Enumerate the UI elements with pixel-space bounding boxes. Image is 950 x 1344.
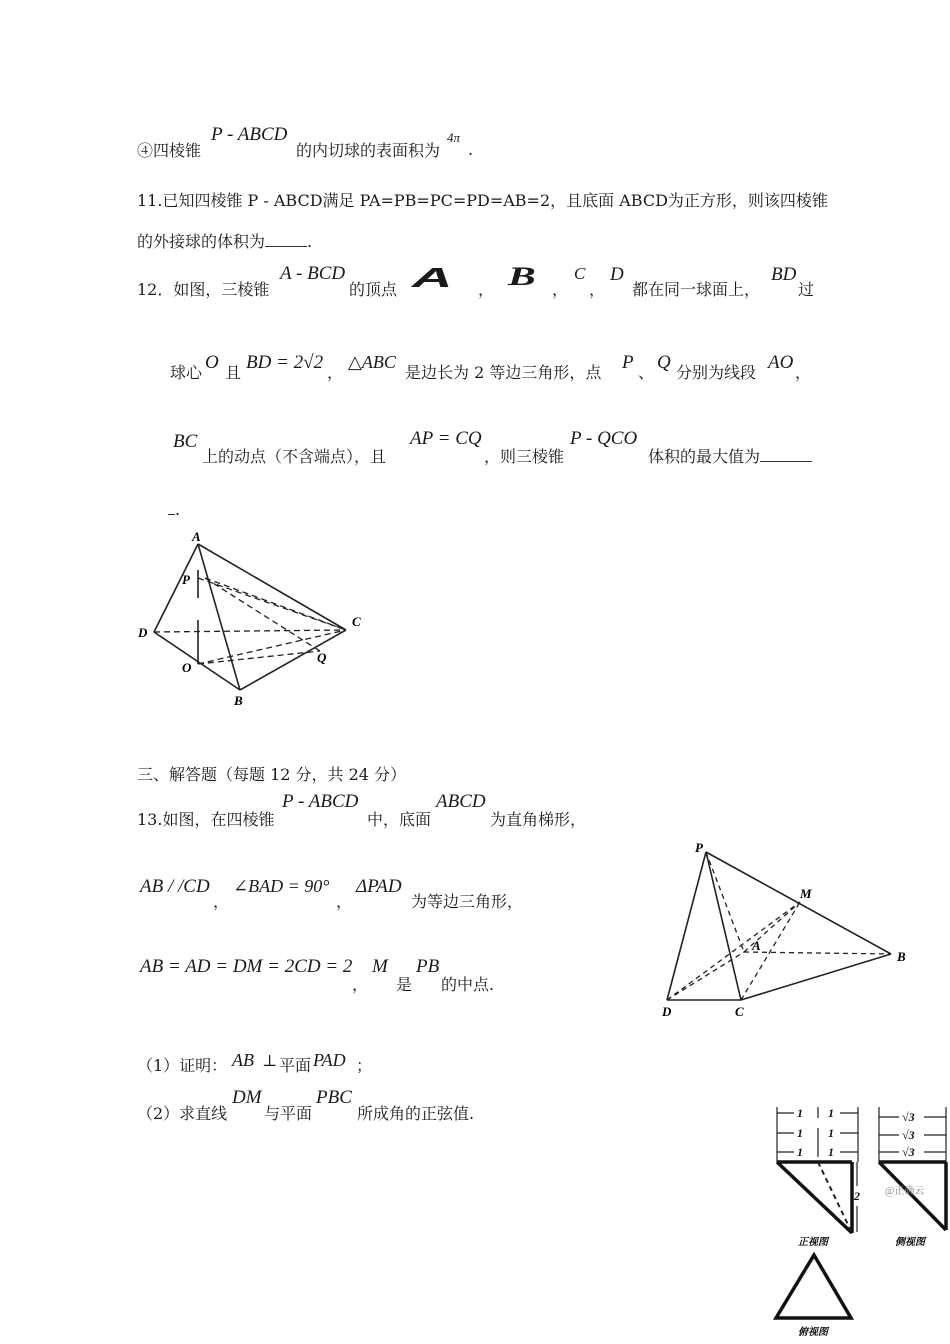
fig2-label-C: C: [735, 1004, 744, 1019]
q13-part1-end: ；: [356, 1056, 373, 1075]
q13-l2-m3: ΔPAD: [356, 876, 402, 897]
q12-l2-t1: 球心: [170, 363, 203, 382]
q12-l4-end: .: [175, 500, 181, 519]
fig2-label-P: P: [695, 840, 703, 855]
fig1-label-A: A: [192, 529, 201, 544]
q13-l3-is: 是: [396, 975, 413, 994]
q12-l3-BC: BC: [173, 431, 198, 452]
q12-vertex-A: A: [412, 262, 453, 293]
q13-part1-perp: ⊥: [262, 1051, 278, 1070]
q12-comma3: ，: [589, 280, 606, 299]
q13-num: 13.如图，在四棱锥: [137, 810, 275, 829]
watermark-text: @正确云: [885, 1186, 925, 1197]
fig3-front-caption: 正视图: [798, 1237, 828, 1248]
q13-l3-t: 的中点.: [441, 975, 495, 994]
fig2-label-A: A: [752, 938, 761, 953]
q12-l3-t2: ，则三棱锥: [484, 447, 565, 466]
q11-line2-text: 的外接球的体积为: [137, 232, 266, 251]
fig3-top-caption: 俯视图: [798, 1327, 828, 1338]
q13-l3-PB: PB: [416, 956, 440, 977]
q13-t2: 为直角梯形，: [490, 810, 587, 829]
q12-l2-t2: 且: [225, 363, 242, 382]
q12-l2-eq: BD = 2√2: [246, 352, 324, 373]
item4-math2: 4π: [447, 130, 461, 145]
q13-l3-c: ，: [352, 975, 369, 994]
fig3-dim-1b: 1: [828, 1106, 834, 1120]
q13-part1-PAD: PAD: [313, 1050, 346, 1070]
q12-tri-name: A - BCD: [280, 263, 346, 284]
q13-m2: ABCD: [436, 791, 486, 812]
q12-l2-t3: 是边长为 2 等边三角形，点: [405, 363, 602, 382]
fig3-dim-1f: 1: [828, 1145, 834, 1159]
q11-line2-end: .: [307, 232, 313, 251]
q12-l2-AO: AO: [768, 352, 794, 373]
q13-part1-t: 平面: [279, 1056, 312, 1075]
q12-l2-end: ，: [795, 363, 812, 382]
q12-vertex-B: B: [508, 262, 536, 291]
q12-vertex-D: D: [610, 264, 624, 285]
q13-part2-a: （2）求直线: [137, 1104, 228, 1123]
fig3-side-caption: 侧视图: [895, 1237, 925, 1248]
item4-text1: 四棱锥: [153, 141, 202, 160]
q13-l3-m1: AB = AD = DM = 2CD = 2: [140, 956, 353, 977]
fig1-label-P: P: [182, 572, 190, 587]
q13-l2-m1: AB / /CD: [140, 876, 210, 897]
q13-l2-m2: ∠BAD = 90°: [233, 876, 330, 896]
q12-l4: [168, 500, 180, 519]
q11-answer-blank: [265, 232, 307, 247]
q12-comma2: ，: [552, 280, 569, 299]
fig2-label-B: B: [897, 949, 906, 964]
q12-l2-t4: 分别为线段: [676, 363, 757, 382]
q12-l3-t3-text: 体积的最大值为: [648, 447, 761, 466]
q11-line1: 11.已知四棱锥 P - ABCD满足 PA=PB=PC=PD=AB=2，且底面 ABCD为正方形，则该四棱锥: [137, 191, 828, 210]
q12-BD: BD: [771, 264, 797, 285]
fig2-label-D: D: [662, 1004, 672, 1019]
fig3-dim-s3a: √3: [902, 1110, 915, 1124]
q12-l2-dun: 、: [638, 363, 655, 382]
q13-l2-c1: ，: [213, 892, 230, 911]
item4-math1: P - ABCD: [211, 124, 288, 145]
q12-l3-eq: AP = CQ: [410, 428, 482, 449]
q13-part2-t2: 所成角的正弦值.: [357, 1104, 475, 1123]
fig3-dim-2: 2: [854, 1189, 860, 1203]
q12-same-sphere: 都在同一球面上，: [632, 280, 761, 299]
fig3-dim-s3c: √3: [902, 1145, 915, 1159]
q12-comma1: ，: [478, 280, 495, 299]
fig1-label-B: B: [234, 693, 243, 708]
fig2-label-M: M: [800, 886, 812, 901]
q12-answer-blank-tail: [168, 500, 175, 515]
q12-l3-t1: 上的动点（不含端点），且: [202, 447, 387, 466]
item4-text3: .: [468, 140, 474, 159]
q12-answer-blank: [760, 447, 812, 462]
q12-l2-comma: ，: [327, 363, 344, 382]
q13-l2-t: 为等边三角形，: [411, 892, 524, 911]
q13-part2-t1: 与平面: [264, 1104, 313, 1123]
fig3-dim-1d: 1: [828, 1126, 834, 1140]
q12-l3-t3: [648, 444, 812, 467]
q13-part2-PBC: PBC: [316, 1087, 352, 1108]
q12-l2-O: O: [205, 352, 219, 373]
q13-part2-DM: DM: [232, 1087, 262, 1108]
q13-t1: 中，底面: [367, 810, 432, 829]
q11-line2: [137, 229, 312, 252]
fig3-dim-s3b: √3: [902, 1128, 915, 1142]
q12-vertex-C: C: [574, 264, 586, 283]
q12-l2-tri: △ABC: [348, 352, 396, 372]
q13-part1-AB: AB: [232, 1050, 254, 1070]
q12-vertex-text: 的顶点: [349, 280, 398, 299]
fig1-label-C: C: [352, 614, 361, 629]
q13-l3-M: M: [372, 956, 388, 977]
item4-text2: 的内切球的表面积为: [296, 141, 441, 160]
section3-title: 三、解答题（每题 12 分，共 24 分）: [137, 765, 407, 784]
q12-guo: 过: [798, 280, 815, 299]
q13-l2-c2: ，: [336, 892, 353, 911]
q12-l2-P: P: [622, 352, 634, 373]
q13-part1-a: （1）证明：: [137, 1056, 228, 1075]
item4-line: [137, 138, 201, 161]
q13-m1: P - ABCD: [282, 791, 359, 812]
fig3-dim-1c: 1: [797, 1126, 803, 1140]
fig1-label-Q: Q: [317, 650, 327, 665]
q12-l2-Q: Q: [657, 352, 671, 373]
fig1-label-D: D: [138, 625, 148, 640]
item4-num: ④: [137, 141, 154, 160]
fig1-label-O: O: [182, 660, 192, 675]
fig3-dim-1e: 1: [797, 1145, 803, 1159]
fig3-dim-1a: 1: [797, 1106, 803, 1120]
q12-l3-pqco: P - QCO: [570, 428, 638, 449]
q12-num: 12．如图，三棱锥: [137, 280, 270, 299]
